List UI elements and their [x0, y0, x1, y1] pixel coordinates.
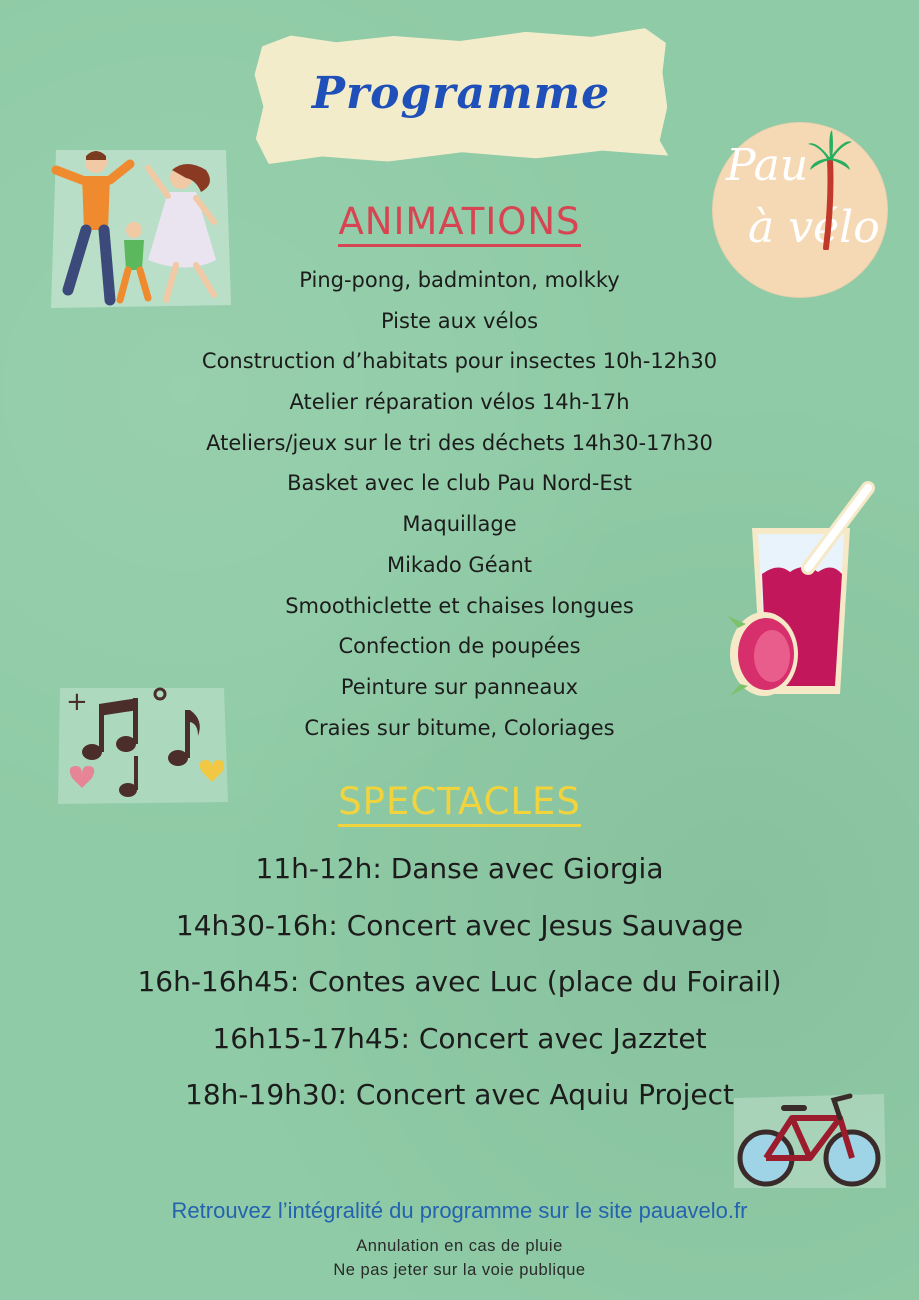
list-item: Craies sur bitume, Coloriages — [304, 715, 615, 740]
list-item: Smoothiclette et chaises longues — [285, 593, 634, 618]
list-item: Maquillage — [402, 512, 517, 537]
list-item: Confection de poupées — [338, 634, 581, 659]
animations-heading-text: ANIMATIONS — [338, 203, 580, 247]
animations-list — [0, 262, 919, 750]
list-item: Peinture sur panneaux — [340, 674, 579, 699]
list-item: Construction d’habitats pour insectes 10h-12h30 — [201, 349, 718, 374]
list-item: Atelier réparation vélos 14h-17h — [289, 390, 630, 415]
list-item: 18h-19h30: Concert avec Aquiu Project — [185, 1078, 734, 1111]
list-item: Basket avec le club Pau Nord-Est — [287, 471, 632, 496]
list-item: Piste aux vélos — [380, 308, 539, 333]
spectacles-heading — [0, 780, 919, 827]
list-item: Mikado Géant — [386, 552, 533, 577]
list-item: 14h30-16h: Concert avec Jesus Sauvage — [175, 908, 744, 942]
list-item: 11h-12h: Danse avec Giorgia — [255, 852, 664, 885]
list-item: Ateliers/jeux sur le tri des déchets 14h30-17h30 — [206, 430, 713, 455]
logo-text-line2: à vélo — [748, 202, 880, 253]
list-item: 16h-16h45: Contes avec Luc (place du Foirail) — [137, 965, 782, 998]
svg-text:+: + — [66, 687, 88, 717]
program-website-link[interactable]: Retrouvez l’intégralité du programme sur le site pauavelo.fr — [171, 1198, 748, 1223]
page-title: Programme — [311, 68, 611, 119]
logo-text-line1: Pau — [726, 140, 809, 191]
rain-cancellation-note: Annulation en cas de pluie — [356, 1237, 563, 1255]
spectacles-list — [0, 844, 919, 1127]
litter-notice: Ne pas jeter sur la voie publique — [333, 1261, 586, 1279]
spectacles-heading-text: SPECTACLES — [338, 783, 581, 827]
list-item: 16h15-17h45: Concert avec Jazztet — [212, 1021, 707, 1055]
animations-heading — [0, 200, 919, 247]
list-item: Ping-pong, badminton, molkky — [299, 268, 620, 292]
